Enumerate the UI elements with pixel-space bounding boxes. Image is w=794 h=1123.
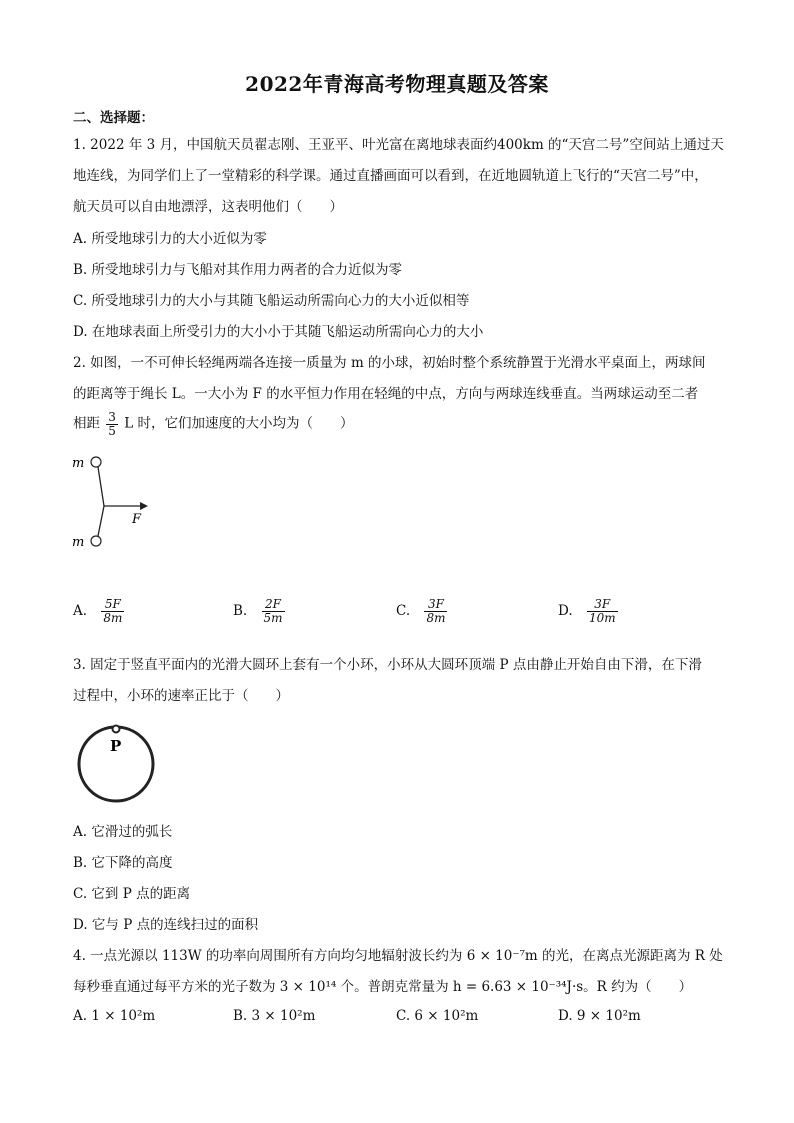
q2-line-1: 2. 如图，一不可伸长轻绳两端各连接一质量为 m 的小球，初始时整个系统静置于光滑水平桌面上，两球间 [73, 355, 706, 371]
q4-option-b: B. 3 × 10²m [233, 1008, 316, 1024]
q3-fig-point-label: P [110, 737, 122, 755]
q4-option-d: D. 9 × 10²m [558, 1008, 641, 1024]
q4-option-a: A. 1 × 10²m [73, 1008, 156, 1024]
q2-option-b [233, 598, 287, 624]
q2-option-d-den: 10m [588, 610, 616, 625]
section-heading: 二、选择题： [73, 110, 154, 126]
q3-line-1: 3. 固定于竖直平面内的光滑大圆环上套有一个小环，小环从大圆环顶端 P 点由静止开始自由下滑，在下滑 [73, 657, 702, 673]
q2-fraction-denominator: 5 [108, 423, 116, 438]
q2-line-3-pre: 相距 [73, 415, 100, 432]
q2-fig-bottom-mass: m [72, 535, 85, 550]
small-ring [113, 726, 120, 733]
q2-figure [70, 450, 160, 550]
q2-option-d [558, 598, 620, 624]
top-ball [91, 457, 101, 467]
q2-option-a [73, 598, 126, 624]
bottom-ball [91, 536, 101, 546]
force-arrow-head [140, 502, 148, 510]
q2-option-d-fraction [587, 598, 618, 624]
rope-lower [98, 506, 104, 536]
q2-fraction-numerator: 3 [108, 410, 116, 424]
q2-option-d-label: D. [558, 603, 573, 620]
q2-option-a-label: A. [73, 603, 88, 620]
q1-option-a: A. 所受地球引力的大小近似为零 [73, 231, 267, 247]
q2-option-b-num: 2F [262, 598, 285, 612]
q2-line-3-post: L 时，它们加速度的大小均为（ ） [124, 415, 354, 432]
q2-option-a-fraction [101, 598, 124, 624]
q2-option-b-label: B. [233, 603, 248, 620]
q3-line-2: 过程中，小环的速率正比于（ ） [73, 688, 289, 704]
q2-fraction [106, 411, 118, 437]
q1-line-3: 航天员可以自由地漂浮，这表明他们（ ） [73, 199, 343, 215]
q2-option-c-num: 3F [424, 598, 447, 612]
q2-option-b-den: 5m [263, 610, 283, 625]
q2-option-d-num: 3F [587, 598, 618, 612]
q3-option-a: A. 它滑过的弧长 [73, 824, 173, 840]
q1-option-d: D. 在地球表面上所受引力的大小小于其随飞船运动所需向心力的大小 [73, 324, 484, 340]
q2-option-c [396, 598, 449, 624]
q2-option-c-fraction [424, 598, 447, 624]
q2-line-3 [73, 411, 354, 437]
q3-figure [72, 714, 162, 806]
q2-option-b-fraction [262, 598, 285, 624]
q1-line-2: 地连线，为同学们上了一堂精彩的科学课。通过直播画面可以看到，在近地圆轨道上飞行的“天宫二号”中， [73, 168, 708, 184]
q1-option-c: C. 所受地球引力的大小与其随飞船运动所需向心力的大小近似相等 [73, 293, 470, 309]
q4-line-2: 每秒垂直通过每平方米的光子数为 3 × 10¹⁴ 个。普朗克常量为 h = 6.63 × 10⁻³⁴J·s。R 约为（ ） [73, 979, 693, 995]
q2-option-c-den: 8m [426, 610, 446, 625]
q3-option-d: D. 它与 P 点的连线扫过的面积 [73, 917, 259, 933]
q2-option-c-label: C. [396, 603, 411, 620]
q2-fig-force-label: F [132, 512, 142, 527]
q1-option-b: B. 所受地球引力与飞船对其作用力两者的合力近似为零 [73, 262, 403, 278]
document-title: 2022年青海高考物理真题及答案 [245, 72, 549, 96]
q2-line-2: 的距离等于绳长 L。一大小为 F 的水平恒力作用在轻绳的中点，方向与两球连线垂直。当两球运动至二者 [73, 386, 699, 402]
q2-fig-top-mass: m [72, 456, 85, 471]
rope-upper [98, 467, 104, 506]
q4-option-c: C. 6 × 10²m [396, 1008, 479, 1024]
q3-option-c: C. 它到 P 点的距离 [73, 886, 191, 902]
q2-option-a-den: 8m [103, 610, 123, 625]
q4-line-1: 4. 一点光源以 113W 的功率向周围所有方向均匀地辐射波长约为 6 × 10⁻⁷m 的光，在离点光源距离为 R 处 [73, 948, 723, 964]
q1-line-1: 1. 2022 年 3 月，中国航天员翟志刚、王亚平、叶光富在离地球表面约400km 的“天宫二号”空间站上通过天 [73, 137, 724, 153]
q2-option-a-num: 5F [101, 598, 124, 612]
q3-option-b: B. 它下降的高度 [73, 855, 173, 871]
